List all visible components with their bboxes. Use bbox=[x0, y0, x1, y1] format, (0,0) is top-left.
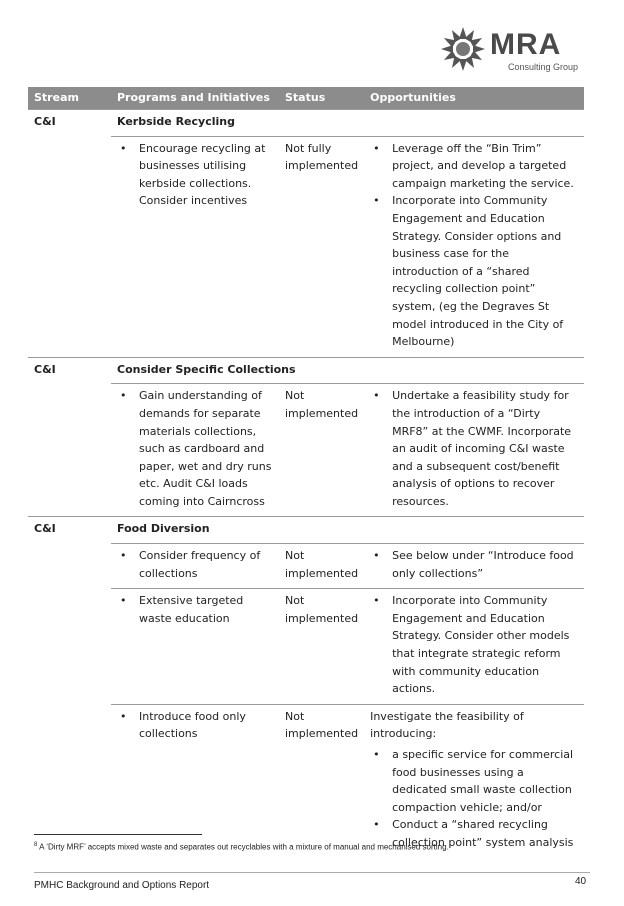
mra-logo bbox=[438, 24, 588, 76]
opportunities-cell bbox=[364, 544, 584, 589]
program-text: • Gain understanding of demands for separate materials collections, such as cardboard and paper, wet and dry runs etc. Audit C&I loads coming into Cairncross bbox=[117, 387, 273, 510]
program-text: • Extensive targeted waste education bbox=[117, 592, 273, 627]
empty-stream-cell bbox=[28, 384, 111, 517]
empty-stream-cell bbox=[28, 136, 111, 357]
opportunity-item: • Leverage off the “Bin Trim” project, and develop a targeted campaign marketing the service. bbox=[370, 140, 578, 193]
opportunity-item: • Incorporate into Community Engagement and Education Strategy. Consider options and business case for the introduction of a “shared recycling collection point” system, (eg the Degraves St model introduced in the City of Melbourne) bbox=[370, 192, 578, 350]
status-cell: Not implemented bbox=[279, 589, 364, 705]
footnote bbox=[34, 842, 449, 852]
status-cell: Not fully implemented bbox=[279, 136, 364, 357]
table-header-row bbox=[28, 87, 584, 110]
program-cell bbox=[111, 544, 279, 589]
program-cell bbox=[111, 589, 279, 705]
program-cell bbox=[111, 136, 279, 357]
opportunities-cell bbox=[364, 589, 584, 705]
stream-cell: C&I bbox=[28, 110, 111, 137]
page-number: 40 bbox=[575, 876, 587, 887]
header-status: Status bbox=[279, 87, 364, 110]
table-row bbox=[28, 589, 584, 705]
initiatives-table bbox=[28, 87, 584, 858]
status-cell: Not implemented bbox=[279, 384, 364, 517]
program-text: • Introduce food only collections bbox=[117, 708, 273, 743]
logo-brand: MRA bbox=[490, 28, 562, 61]
opportunity-item: • See below under “Introduce food only collections” bbox=[370, 547, 578, 582]
table-row bbox=[28, 384, 584, 517]
opportunity-item: • Undertake a feasibility study for the introduction of a “Dirty MRF8” at the CWMF. Incorporate an audit of incoming C&I waste and a subsequent cost/benefit analysis of options to recover resources. bbox=[370, 387, 578, 510]
footnote-divider bbox=[34, 834, 202, 835]
header-programs: Programs and Initiatives bbox=[111, 87, 279, 110]
section-title: Food Diversion bbox=[111, 517, 584, 544]
status-cell: Not implemented bbox=[279, 704, 364, 857]
program-cell bbox=[111, 384, 279, 517]
program-text: • Consider frequency of collections bbox=[117, 547, 273, 582]
footnote-number: 8 bbox=[34, 842, 38, 848]
starburst-logo-icon bbox=[438, 24, 488, 74]
opportunities-cell bbox=[364, 704, 584, 857]
section-row bbox=[28, 517, 584, 544]
logo-subtitle: Consulting Group bbox=[508, 62, 579, 72]
opportunities-cell bbox=[364, 384, 584, 517]
opportunity-item: • Incorporate into Community Engagement and Education Strategy. Consider other models that integrate strategic reform with community education actions. bbox=[370, 592, 578, 698]
stream-cell: C&I bbox=[28, 517, 111, 544]
section-title: Kerbside Recycling bbox=[111, 110, 584, 137]
opportunity-item: • a specific service for commercial food businesses using a dedicated small waste collection compaction vehicle; and/or bbox=[370, 746, 578, 816]
footer-title: PMHC Background and Options Report bbox=[34, 880, 210, 891]
footnote-text: A ‘Dirty MRF’ accepts mixed waste and separates out recyclables with a mixture of manual and mechanised sorting. bbox=[37, 842, 449, 852]
section-title: Consider Specific Collections bbox=[111, 357, 584, 384]
empty-stream-cell bbox=[28, 544, 111, 589]
stream-cell: C&I bbox=[28, 357, 111, 384]
footer-divider bbox=[34, 872, 590, 873]
section-row bbox=[28, 110, 584, 137]
program-text: • Encourage recycling at businesses utilising kerbside collections. Consider incentives bbox=[117, 140, 273, 210]
empty-stream-cell bbox=[28, 589, 111, 705]
table-row bbox=[28, 544, 584, 589]
header-opportunities: Opportunities bbox=[364, 87, 584, 110]
table-row bbox=[28, 136, 584, 357]
header-stream: Stream bbox=[28, 87, 111, 110]
opportunity-item: • Conduct a “shared recycling collection point” system analysis bbox=[370, 816, 578, 851]
status-cell: Not implemented bbox=[279, 544, 364, 589]
opportunities-cell bbox=[364, 136, 584, 357]
section-row bbox=[28, 357, 584, 384]
opportunity-intro: Investigate the feasibility of introducing: bbox=[370, 709, 524, 741]
